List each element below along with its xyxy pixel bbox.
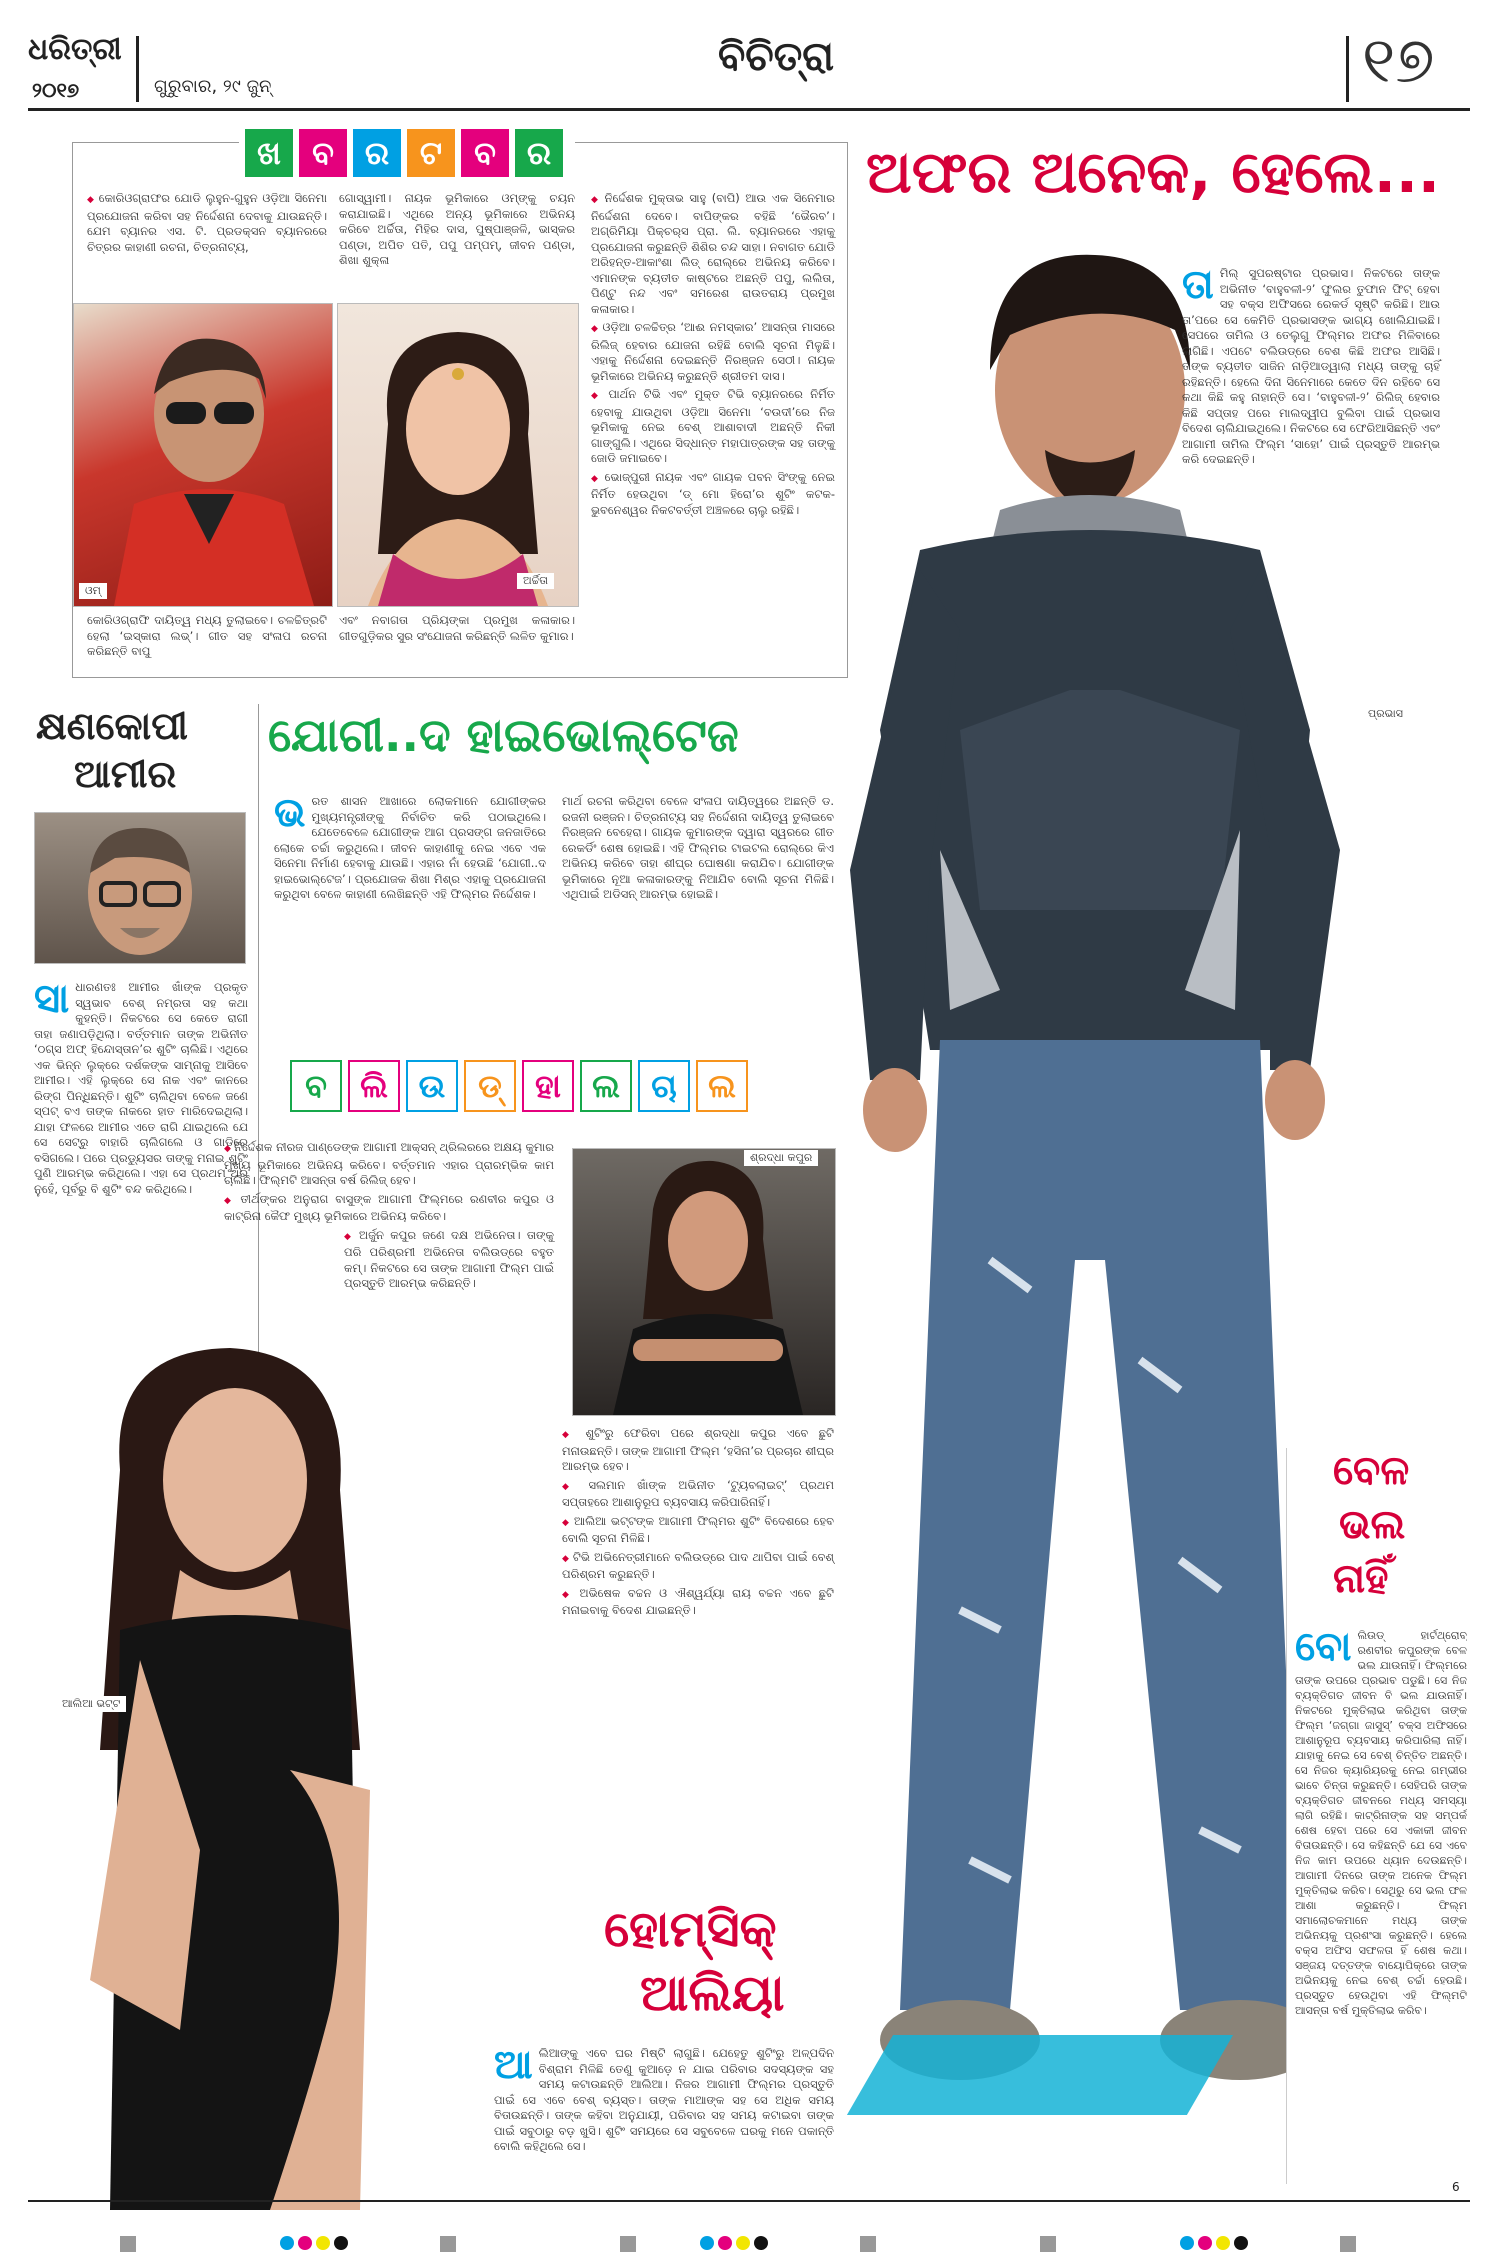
khabar-col2-end: ଏବଂ ନବାଗତା ପ୍ରିୟଙ୍କା ପ୍ରମୁଖ କଳାକାର। ଗୀତଗୁଡ଼ିକର ସୁର ସଂଯୋଜନା କରିଛନ୍ତି ଲଳିତ କୁମାର। — [339, 613, 575, 643]
bollywood-letter-3: ଉ — [406, 1060, 458, 1112]
reg-gray-3 — [620, 2236, 636, 2252]
masthead — [28, 24, 1470, 110]
reg-gray-5 — [1040, 2236, 1056, 2252]
prabhas-headline: ଅଫର ଅନେକ, ହେଲେ... — [866, 138, 1440, 206]
bollywood-letter-4: ଡ୍ — [464, 1060, 516, 1112]
bollywood-letter-8: ଲ — [696, 1060, 748, 1112]
registration-marks — [0, 2236, 1500, 2256]
bollywood-item-2: ◆ ତୀର୍ଥଙ୍କର ଅନୁରାଗ ବାସୁଙ୍କ ଆଗାମୀ ଫିଲ୍ମରେ ରଣବୀର କପୁର ଓ କାଟ୍ରିନା କୈଫ ମୁଖ୍ୟ ଭୂମିକାରେ ଅଭିନୟ କରିବେ। — [224, 1192, 554, 1225]
bollywood-item-4: ◆ ଶୁଟିଂରୁ ଫେରିବା ପରେ ଶ୍ରଦ୍ଧା କପୁର ଏବେ ଛୁଟି ମନାଉଛନ୍ତି। ତାଙ୍କ ଆଗାମୀ ଫିଲ୍ମ ‘ହସିନା’ର ପ୍ରଚାର ଶୀଘ୍ର ଆରମ୍ଭ ହେବ। — [562, 1426, 834, 1475]
aamir-headline-line1: କ୍ଷଣକୋପୀ — [36, 704, 188, 748]
khabar-col3-item-4: ◆ ଭୋଜ୍ପୁରୀ ନାୟକ ଏବଂ ଗାୟକ ପବନ ସିଂଙ୍କୁ ନେଇ ନିର୍ମିତ ହେଉଥିବା ‘ଡ୍ ମୋ ହିରୋ’ର ଶୁଟିଂ କଟକ-ଭୁବନେଶ୍ୱର ନିକଟବର୍ତ୍ତୀ ଅଞ୍ଚଳରେ ଚାଲୁ ରହିଛି। — [591, 470, 835, 519]
bollywood-title — [290, 1060, 754, 1112]
caption-alia: ଆଲିଆ ଭଟ୍ଟ — [56, 1696, 126, 1712]
ranbir-body: ଲିଉଡ୍ ହାର୍ଟଥ୍ରୋବ୍ ରଣବୀର କପୁରଙ୍କ ବେଳ ଭଲ ଯାଉନାହିଁ। ଫିଲ୍ମରେ ତାଙ୍କ ଉପରେ ପ୍ରଭାବ ପଡୁଛି। ସେ ନିଜ ବ୍ୟକ୍ତିଗତ ଜୀବନ ବି ଭଲ ଯାଉନାହିଁ। ନିକଟରେ ମୁକ୍ତିଲାଭ କରିଥିବା ତାଙ୍କ ଫିଲ୍ମ ‘ଜଗ୍ଗା ଜାସୁସ୍’ ବକ୍ସ ଅଫିସରେ ଆଶାନୁରୂପ ବ୍ୟବସାୟ କରିପାରିଲା ନାହିଁ। ଯାହାକୁ ନେଇ ସେ ବେଶ୍ ଚିନ୍ତିତ ଅଛନ୍ତି। ସେ ନିଜର କ୍ୟାରିୟରକୁ ନେଇ ଗମ୍ଭୀର ଭାବେ ଚିନ୍ତା କରୁଛନ୍ତି। ସେହିପରି ତାଙ୍କ ବ୍ୟକ୍ତିଗତ ଜୀବନରେ ମଧ୍ୟ ସମସ୍ୟା ଲାଗି ରହିଛି। କାଟ୍ରିନାଙ୍କ ସହ ସମ୍ପର୍କ ଶେଷ ହେବା ପରେ ସେ ଏକାକୀ ଜୀବନ ବିତାଉଛନ୍ତି। ସେ କହିଛନ୍ତି ଯେ ସେ ଏବେ ନିଜ କାମ ଉପରେ ଧ୍ୟାନ ଦେଉଛନ୍ତି। ଆଗାମୀ ଦିନରେ ତାଙ୍କ ଅନେକ ଫିଲ୍ମ ମୁକ୍ତିଲାଭ କରିବ। ସେଥିରୁ ସେ ଭଲ ଫଳ ଆଶା କରୁଛନ୍ତି। ଫିଲ୍ମ ସମାଲୋଚକମାନେ ମଧ୍ୟ ତାଙ୍କ ଅଭିନୟକୁ ପ୍ରଶଂସା କରୁଛନ୍ତି। ହେଲେ ବକ୍ସ ଅଫିସ ସଫଳତା ହିଁ ଶେଷ କଥା। ସଞ୍ଜୟ ଦତ୍ତଙ୍କ ବାୟୋପିକ୍‌ରେ ତାଙ୍କ ଅଭିନୟକୁ ନେଇ ବେଶ୍ ଚର୍ଚ୍ଚା ହେଉଛି। ପ୍ରସ୍ତୁତ ହେଉଥିବା ଏହି ଫିଲ୍ମଟି ଆସନ୍ତା ବର୍ଷ ମୁକ୍ତିଲାଭ କରିବ। — [1295, 1629, 1467, 2017]
bollywood-letter-7: ଚା — [638, 1060, 690, 1112]
reg-gray-6 — [1340, 2236, 1356, 2252]
yogi-body1: ରତ ଶାସନ ଆଖାରେ ଲୋକମାନେ ଯୋଗୀଙ୍କର ମୁଖ୍ୟମନ୍ତ୍ରୀଙ୍କୁ ନିର୍ବାଚିତ କରି ପଠାଇଥିଲେ। ଯେତେବେଳେ ଯୋଗୀଙ୍କ ଆଗ ପ୍ରସଙ୍ଗ ଜନଜାତିରେ ଲୋକେ ଚର୍ଚ୍ଚା କରୁଥିଲେ। ଜୀବନ କାହାଣୀକୁ ନେଇ ଏବେ ଏକ ସିନେମା ନିର୍ମାଣ ହେବାକୁ ଯାଉଛି। ଏହାର ନାଁ ହେଉଛି ‘ଯୋଗୀ..ଦ ହାଇଭୋଲ୍‌ଟେଜ’। ପ୍ରଯୋଜକ ଶିଖା ମିଶ୍ର ଏହାକୁ ପ୍ରଯୋଜନା କରୁଥିବା ବେଳେ କାହାଣୀ ଲେଖିଛନ୍ତି ଏହି ଫିଲ୍ମର ନିର୍ଦ୍ଦେଶକ। — [274, 794, 546, 901]
masthead-rule — [28, 108, 1470, 111]
bollywood-item-7: ◆ ଟିଭି ଅଭିନେତ୍ରୀମାନେ ବଲିଉଡ୍‌ରେ ପାଦ ଥାପିବା ପାଇଁ ବେଶ୍ ପରିଶ୍ରମ କରୁଛନ୍ତି। — [562, 1550, 834, 1583]
prabhas-dropcap: ତା — [1182, 262, 1214, 308]
bollywood-item-3: ◆ ଅର୍ଜୁନ କପୁର ଜଣେ ଦକ୍ଷ ଅଭିନେତା। ତାଙ୍କୁ ପରି ପରିଶ୍ରମୀ ଅଭିନେତା ବଲିଉଡ୍‌ରେ ବହୁତ କମ୍। ନିକଟରେ ସେ ତାଙ୍କ ଆଗାମୀ ଫିଲ୍ମ ପାଇଁ ପ୍ରସ୍ତୁତି ଆରମ୍ଭ କରିଛନ୍ତି। — [224, 1228, 554, 1292]
title-letter-4: ଟ — [407, 129, 455, 177]
yogi-col1 — [274, 790, 546, 903]
khabar-col2-text: ଗୋସ୍ୱାମୀ। ନାୟକ ଭୂମିକାରେ ଓମ୍‌ଙ୍କୁ ଚୟନ କରାଯାଇଛି। ଏଥିରେ ଅନ୍ୟ ଭୂମିକାରେ ଅଭିନୟ କରିବେ ଅର୍ଚ୍ଚିତା, ମିହିର ଦାସ, ପୁଷ୍ପାଞ୍ଜଳି, ଭାସ୍କର ପଣ୍ଡା, ଅପିତ ପତି, ପପୁ ପମ୍‌ପମ୍, ଜୀବନ ପଣ୍ଡା, ଶିଖା ଶୁକ୍ଳା — [339, 191, 575, 267]
aamir-headline-line2: ଆମୀର — [74, 752, 177, 796]
ranbir-box — [1286, 1448, 1473, 2184]
yogi-col2: ମାର୍ଥ ରଚନା କରିଥିବା ବେଳେ ସଂଳାପ ଦାୟିତ୍ୱରେ ଅଛନ୍ତି ଡ. ରଜନୀ ରଞ୍ଜନ। ଚିତ୍ରନାଟ୍ୟ ସହ ନିର୍ଦ୍ଦେଶନା ଦାୟିତ୍ୱ ତୁଲାଇବେ ନିରଞ୍ଜନ ବେହେରା। ଗାୟକ କୁମାରଙ୍କ ଦ୍ୱାରା ସ୍ୱରରେ ଗୀତ ରେକର୍ଡିଂ ଶେଷ ହୋଇଛି। ଏହି ଫିଲ୍ମର ଟାଇଟଲ ରୋଲ୍‌ରେ କିଏ ଅଭିନୟ କରିବେ ତାହା ଶୀଘ୍ର ଘୋଷଣା କରାଯିବ। ଯୋଗୀଙ୍କ ଭୂମିକାରେ ନୂଆ କଳାକାରଙ୍କୁ ନିଆଯିବ ବୋଲି ସୂଚନା ମିଳିଛି। ଏଥିପାଇଁ ଅଡିସନ୍ ଆରମ୍ଭ ହୋଇଛି। — [562, 794, 834, 901]
issue-date: ଗୁରୁବାର, ୨୯ ଜୁନ୍ — [154, 76, 272, 97]
khabar-col3-item-1: ◆ ନିର୍ଦ୍ଦେଶକ ମୁକ୍ତାଭ ସାହୁ (ବାପି) ଆଉ ଏକ ସିନେମାର ନିର୍ଦ୍ଦେଶନା ଦେବେ। ବାପିଙ୍କର ବହିଛି ‘ଭୈରବ’। ଅଗ୍ରିମିୟା ପିକ୍ଚର୍‌ସ ପ୍ରା. ଲି. ବ୍ୟାନରରେ ଏହାକୁ ପ୍ରଯୋଜନା କରୁଛନ୍ତି ଶିଶିର ଚନ୍ଦ ସାହା। ନବାଗତ ଯୋଡି ଅରିହନ୍ତ-ଆକାଂଶା ଲିଡ୍ ରୋଲ୍‌ରେ ଅଭିନୟ କରିବେ। ଏମାନଙ୍କ ବ୍ୟତୀତ କାଷ୍ଟରେ ଅଛନ୍ତି ପପୁ, ଲଲିତା, ପିଣ୍ଟୁ ନନ୍ଦ ଏବଂ ସମରେଶ ରାଉତରାୟ ପ୍ରମୁଖ କଳାକାର। — [591, 191, 835, 317]
bollywood-letter-1: ବ — [290, 1060, 342, 1112]
khabar-col1-text: ◆ କୋରିଓଗ୍ରାଫର ଯୋଡି ଲୁହୁନ-ଗୁହୁନ ଓଡ଼ିଆ ସିନେମା ପ୍ରଯୋଜନା କରିବା ସହ ନିର୍ଦ୍ଦେଶନା ଦେବାକୁ ଯାଉଛନ୍ତି। ଯେମ ବ୍ୟାନର ଏସ. ଟି. ପ୍ରଡକ୍ସନ ବ୍ୟାନରରେ ଚିତ୍ରର କାହାଣୀ ରଚନା, ଚିତ୍ରନାଟ୍ୟ, — [87, 191, 327, 255]
ranbir-headline-line2: ଭଲ — [1339, 1502, 1406, 1548]
khabar-col2 — [339, 191, 575, 272]
photo-shraddha — [572, 1148, 836, 1416]
footer-rule — [28, 2200, 1470, 2202]
paper-year: ୨୦୧୭ — [32, 78, 80, 102]
photo-aamir — [34, 812, 246, 964]
ranbir-headline-line3: ନାହିଁ — [1333, 1556, 1389, 1602]
ranbir-article — [1295, 1628, 1467, 2178]
reg-dots-1 — [280, 2236, 360, 2252]
caption-prabhas: ପ୍ରଭାସ — [1362, 706, 1409, 722]
paper-logo: ଧରିତ୍ରୀ — [28, 32, 122, 67]
khabar-col3-item-2: ◆ ଓଡ଼ିଆ ଚଳଚ୍ଚିତ୍ର ‘ଆଈ ନମସ୍କାର’ ଆସନ୍ତା ମାସରେ ରିଲିଜ୍ ହେବାର ଯୋଜନା ରହିଛି ବୋଲି ସୂଚନା ମିଳୁଛି। ଏହାକୁ ନିର୍ଦ୍ଦେଶନା ଦେଇଛନ୍ତି ନିରଞ୍ଜନ ସେଠୀ। ନାୟକ ଭୂମିକାରେ ଅଭିନୟ କରୁଛନ୍ତି ଶ୍ରୀତମ ଦାସ। — [591, 320, 835, 384]
prabhas-article — [1182, 262, 1440, 468]
footer-page-number: 6 — [1452, 2180, 1460, 2194]
bollywood-col2 — [562, 1426, 834, 1622]
alia-article — [494, 2042, 834, 2155]
bollywood-letter-2: ଲି — [348, 1060, 400, 1112]
title-letter-6: ର — [515, 129, 563, 177]
bollywood-item-6: ◆ ଆଲିଆ ଭଟ୍ଟଙ୍କ ଆଗାମୀ ଫିଲ୍ମର ଶୁଟିଂ ବିଦେଶରେ ହେବ ବୋଲି ସୂଚନା ମିଳିଛି। — [562, 1514, 834, 1547]
aamir-article — [34, 976, 248, 1197]
title-letter-1: ଖ — [245, 129, 293, 177]
khabar-tabar-box — [72, 134, 848, 678]
photo-archita — [337, 303, 579, 607]
khabar-col1-end: କୋରିଓଗ୍ରାଫି ଦାୟିତ୍ୱ ମଧ୍ୟ ତୁଲାଇବେ। ଚଳଚ୍ଚିତ୍ରଟି ହେଲା ‘ଇସ୍କାରା ଲଭ୍’। ଗୀତ ସହ ସଂଳାପ ରଚନା କରିଛନ୍ତି ବାପୁ — [87, 613, 327, 658]
masthead-divider — [136, 36, 139, 102]
photo-om — [73, 303, 333, 607]
bollywood-letter-5: ହା — [522, 1060, 574, 1112]
bollywood-item-1: ◆ ନିର୍ଦ୍ଦେଶକ ନୀରଜ ପାଣ୍ଡେଙ୍କ ଆଗାମୀ ଆକ୍ସନ୍ ଥ୍ରିଲରରେ ଅକ୍ଷୟ କୁମାର ମୁଖ୍ୟ ଭୂମିକାରେ ଅଭିନୟ କରିବେ। ବର୍ତ୍ତମାନ ଏହାର ପ୍ରାରମ୍ଭିକ କାମ ଚାଲିଛି। ଫିଲ୍ମଟି ଆସନ୍ତା ବର୍ଷ ରିଲିଜ୍ ହେବ। — [224, 1140, 554, 1189]
masthead-divider-right — [1346, 36, 1349, 102]
bollywood-item-5: ◆ ସଲମାନ ଖାଁଙ୍କ ଅଭିନୀତ ‘ଟ୍ୟୁବଲାଇଟ୍’ ପ୍ରଥମ ସପ୍ତାହରେ ଆଶାନୁରୂପ ବ୍ୟବସାୟ କରିପାରିନାହିଁ। — [562, 1478, 834, 1511]
ranbir-headline-line1: ବେଳ — [1333, 1448, 1410, 1494]
khabar-col3 — [591, 191, 835, 521]
yogi-headline: ଯୋଗୀ..ଦ ହାଇଭୋଲ୍‌ଟେଜ — [268, 708, 739, 762]
title-letter-3: ର — [353, 129, 401, 177]
reg-dots-3 — [1180, 2236, 1260, 2252]
title-letter-2: ବ — [299, 129, 347, 177]
khabar-col3-item-3: ◆ ପାର୍ଥନ ଟିଭି ଏବଂ ମୁକ୍ତ ଟିଭି ବ୍ୟାନରରେ ନିର୍ମିତ ହେବାକୁ ଯାଉଥିବା ଓଡ଼ିଆ ସିନେମା ‘ବଉଦୀ’ରେ ନିଜ ଭୂମିକାକୁ ନେଇ ବେଶ୍ ଆଶାବାଦୀ ଅଛନ୍ତି ନିକୀ ଗାଙ୍ଗୁଲି। ଏଥିରେ ସିଦ୍ଧାନ୍ତ ମହାପାତ୍ରଙ୍କ ସହ ତାଙ୍କୁ ଜୋଡି ଜମାଇବେ। — [591, 387, 835, 467]
aamir-body: ଧାରଣତଃ ଆମୀର ଖାଁଙ୍କ ପ୍ରକୃତ ସ୍ୱଭାବ ବେଶ୍ ନମ୍ରତା ସହ କଥା କୁହନ୍ତି। ନିକଟରେ ସେ କେତେ ରାଗୀ ତାହା ଜଣାପଡ଼ିଥିଲା। ବର୍ତ୍ତମାନ ତାଙ୍କ ଅଭିନୀତ ‘ଠଗ୍ସ ଅଫ୍ ହିନ୍ଦୋସ୍ତାନ’ର ଶୁଟିଂ ଚାଲିଛି। ଏଥିରେ ଏକ ଭିନ୍ନ ଲୁକ୍‌ରେ ଦର୍ଶକଙ୍କ ସାମ୍ନାକୁ ଆସିବେ ଆମୀର। ଏହି ଲୁକ୍‌ରେ ସେ ନାକ ଏବଂ କାନରେ ରିଙ୍ଗ ପିନ୍ଧିଛନ୍ତି। ଶୁଟିଂ ଚାଲିଥିବା ବେଳେ ଜଣେ ସ୍ପଟ୍ ବଏ ତାଙ୍କ ନାକରେ ହାତ ମାରିଦେଇଥିଲା। ଯାହା ଫଳରେ ଆମୀର ଏତେ ରାଗି ଯାଇଥିଲେ ଯେ ସେ ସେଟ୍‌ରୁ ବାହାରି ଚାଲିଗଲେ ଓ ଗାଡ଼ିରେ ବସିଗଲେ। ପରେ ପ୍ରଡ୍ୟୁସର ତାଙ୍କୁ ମନାଇ ଶୁଟିଂ ପୁଣି ଆରମ୍ଭ କରିଥିଲେ। ଏହା ସେ ପ୍ରଥମ ଥର ନୁହେଁ, ପୂର୍ବରୁ ବି ଶୁଟିଂ ବନ୍ଦ କରିଥିଲେ। — [34, 980, 248, 1196]
aamir-dropcap: ସା — [34, 976, 70, 1022]
photo-alia — [30, 1330, 450, 2210]
alia-headline-line1: ହୋମ୍‌ସିକ୍ — [604, 1900, 777, 1958]
bollywood-item-8: ◆ ଅଭିଷେକ ବଚ୍ଚନ ଓ ଐଶ୍ୱର୍ଯ୍ୟା ରାୟ ବଚ୍ଚନ ଏବେ ଛୁଟି ମନାଇବାକୁ ବିଦେଶ ଯାଇଛନ୍ତି। — [562, 1586, 834, 1619]
caption-shraddha: ଶ୍ରଦ୍ଧା କପୁର — [744, 1150, 818, 1166]
page-number: ୧୭ — [1362, 24, 1435, 98]
bollywood-col1 — [224, 1140, 554, 1295]
yogi-dropcap: ଭ — [274, 790, 306, 836]
caption-om: ଓମ୍ — [79, 583, 107, 599]
reg-gray-1 — [120, 2236, 136, 2252]
alia-dropcap: ଆ — [494, 2042, 533, 2088]
alia-body: ଲିଆଙ୍କୁ ଏବେ ଘର ମିଷ୍ଟି ଲାଗୁଛି। ଯେହେତୁ ଶୁଟିଂରୁ ଅଳ୍ପଦିନ ବିଶ୍ରାମ ମିଳିଛି ତେଣୁ କୁଆଡ଼େ ନ ଯାଇ ପରିବାର ସଦସ୍ୟଙ୍କ ସହ ସମୟ କଟାଉଛନ୍ତି ଆଲିଆ। ନିଜର ଆଗାମୀ ଫିଲ୍ମର ପ୍ରସ୍ତୁତି ପାଇଁ ସେ ଏବେ ବେଶ୍ ବ୍ୟସ୍ତ। ତାଙ୍କ ମାଆଙ୍କ ସହ ସେ ଅଧିକ ସମୟ ବିତାଉଛନ୍ତି। ତାଙ୍କ କହିବା ଅନୁଯାୟୀ, ପରିବାର ସହ ସମୟ କଟାଇବା ତାଙ୍କ ପାଇଁ ସବୁଠାରୁ ବଡ଼ ଖୁସି। ଶୁଟିଂ ସମୟରେ ସେ ସବୁବେଳେ ଘରକୁ ମନେ ପକାନ୍ତି ବୋଲି କହିଥିଲେ ସେ। — [494, 2046, 834, 2153]
reg-gray-4 — [860, 2236, 876, 2252]
reg-dots-2 — [700, 2236, 780, 2252]
khabar-tabar-title — [239, 129, 575, 177]
prabhas-body: ମିଲ୍ ସୁପରଷ୍ଟାର ପ୍ରଭାସ। ନିକଟରେ ତାଙ୍କ ଅଭିନୀତ ‘ବାହୁବଳୀ-୨’ ଫୁଲର ତୁଫାନ ଫିଟ୍ ହେବା ସହ ବକ୍ସ ଅଫିସରେ ରେକର୍ଡ ସୃଷ୍ଟି କରିଛି। ଆଉ ତା’ପରେ ସେ କେମିତି ପ୍ରଭାସଙ୍କ ଭାଗ୍ୟ ଖୋଲିଯାଇଛି। ସେପରେ ତାମିଲ ଓ ତେଲୁଗୁ ଫିଲ୍ମର ଅଫର ମିଳିବାରେ ଲାଗିଛି। ଏପଟେ ବଲିଉଡ୍‌ରେ ବେଶ କିଛି ଅଫର ଆସିଛି। ତାଙ୍କ ବ୍ୟତୀତ ସାଜିନ ନାଡ଼ିଆଡ୍‌ୱାଲା ମଧ୍ୟ ତାଙ୍କୁ ଚାହିଁ ରହିଛନ୍ତି। ହେଲେ ଦିନା ସିନେମାରେ କେତେ ଦିନ ରହିବେ ସେ କଥା କିଛି କହୁ ନାହାନ୍ତି ସେ। ‘ବାହୁବଳୀ-୨’ ରିଲିଜ୍ ହେବାର କିଛି ସପ୍ତାହ ପରେ ମାଲଦ୍ୱୀପ ବୁଲିବା ପାଇଁ ପ୍ରଭାସ ବିଦେଶ ଚାଲିଯାଇଥିଲେ। ନିକଟରେ ସେ ଫେରିଆସିଛନ୍ତି ଏବଂ ଆଗାମୀ ତାମିଲ ଫିଲ୍ମ ‘ସାହୋ’ ପାଇଁ ପ୍ରସ୍ତୁତି ଆରମ୍ଭ କରି ଦେଇଛନ୍ତି। — [1182, 266, 1440, 466]
reg-gray-2 — [440, 2236, 456, 2252]
bollywood-letter-6: ଲ — [580, 1060, 632, 1112]
alia-headline-line2: ଆଲିୟା — [640, 1964, 785, 2022]
photo-prabhas — [840, 210, 1360, 2170]
ranbir-dropcap: ବୋ — [1295, 1628, 1352, 1670]
caption-archita: ଅର୍ଚ୍ଚିତା — [517, 573, 554, 589]
khabar-col1 — [87, 191, 327, 258]
aamir-section — [30, 704, 254, 1424]
title-letter-5: ବ — [461, 129, 509, 177]
section-title: ବିଚିତ୍ରା — [718, 34, 835, 80]
shoe-shadow-shape — [847, 2035, 1233, 2115]
aamir-divider — [258, 704, 259, 1404]
